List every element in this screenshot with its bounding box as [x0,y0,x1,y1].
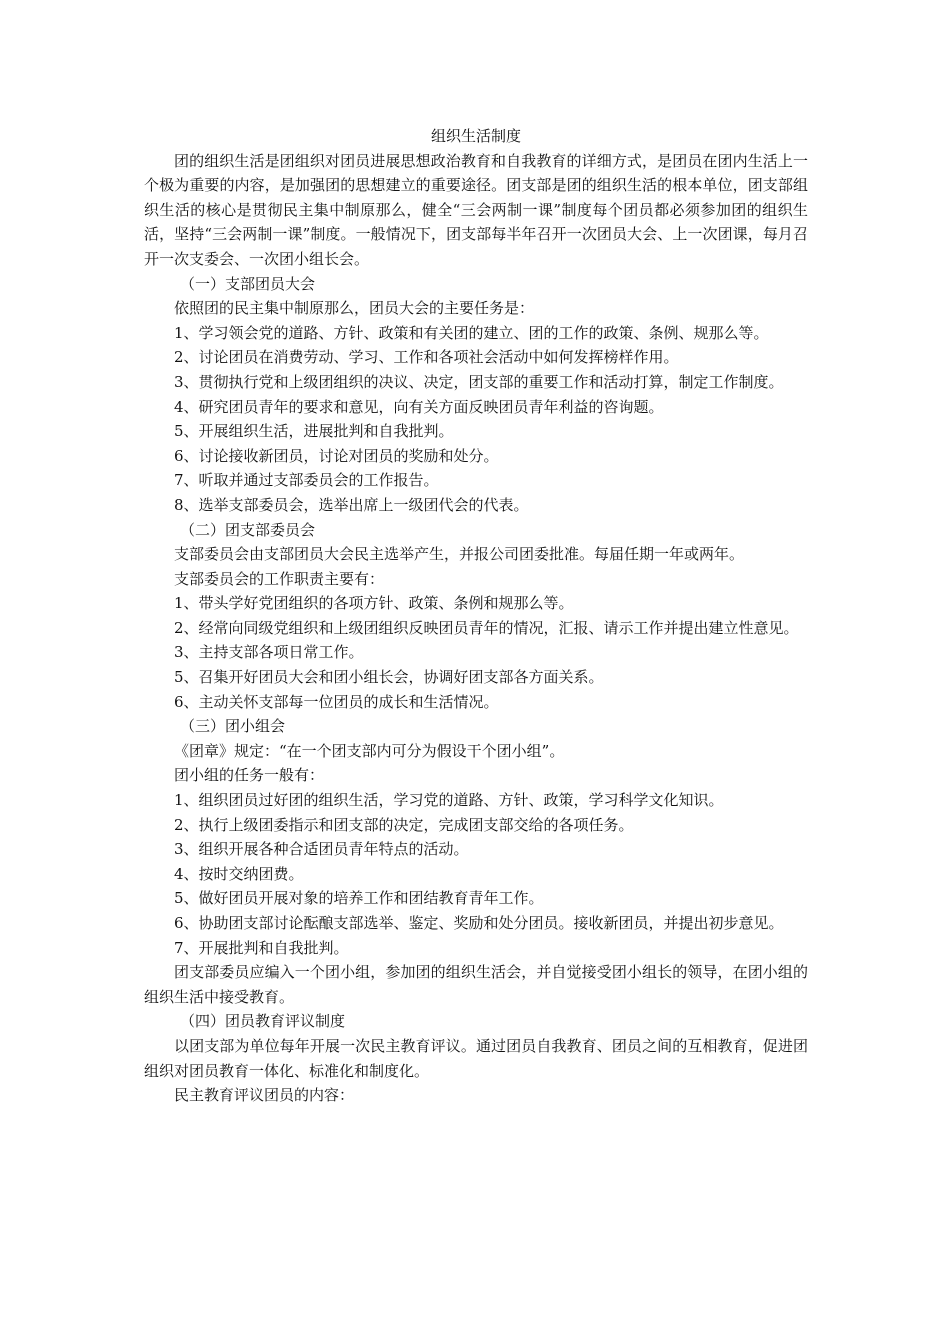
paragraph: 1、学习领会党的道路、方针、政策和有关团的建立、团的工作的政策、条例、规那么等。 [174,323,769,342]
paragraph: 3、主持支部各项日常工作。 [174,643,364,662]
paragraph: 支部委员会的工作职责主要有： [174,569,385,588]
paragraph: 3、组织开展各种合适团员青年特点的活动。 [174,840,469,859]
section-heading: （二）团支部委员会 [180,520,316,539]
paragraph: 1、组织团员过好团的组织生活，学习党的道路、方针、政策，学习科学文化知识。 [174,791,724,810]
paragraph: 以团支部为单位每年开展一次民主教育评议。通过团员自我教育、团员之间的互相教育，促进团组织对团员教育一体化、标准化和制度化。 [144,1036,808,1080]
paragraph: 6、讨论接收新团员，讨论对团员的奖励和处分。 [174,446,499,465]
section-heading: （三）团小组会 [180,717,286,736]
document-body [144,124,808,1108]
paragraph: 7、开展批判和自我批判。 [174,938,349,957]
paragraph: 5、召集开好团员大会和团小组长会，协调好团支部各方面关系。 [174,668,604,687]
paragraph: 团的组织生活是团组织对团员进展思想政治教育和自我教育的详细方式，是团员在团内生活上一个极为重要的内容，是加强团的思想建立的重要途径。团支部是团的组织生活的根本单位，团支部组织生活的核心是贯彻民主集中制原那么，健全“三会两制一课”制度每个团员都必须参加团的组织生活，坚持“三会两制一课”制度。一般情况下，团支部每半年召开一次团员大会、上一次团课，每月召开一次支委会、一次团小组长会。 [144,151,808,268]
paragraph: 依照团的民主集中制原那么，团员大会的主要任务是： [174,299,535,318]
paragraph: 2、执行上级团委指示和团支部的决定，完成团支部交给的各项任务。 [174,815,634,834]
paragraph: 团小组的任务一般有： [174,766,325,785]
paragraph: 4、研究团员青年的要求和意见，向有关方面反映团员青年利益的咨询题。 [174,397,664,416]
paragraph: 3、贯彻执行党和上级团组织的决议、决定，团支部的重要工作和活动打算，制定工作制度。 [174,372,784,391]
section-heading: （一）支部团员大会 [180,274,316,293]
paragraph: 4、按时交纳团费。 [174,864,304,883]
paragraph: 5、开展组织生活，进展批判和自我批判。 [174,422,454,441]
paragraph: 6、协助团支部讨论酝酿支部选举、鉴定、奖励和处分团员。接收新团员，并提出初步意见。 [174,914,784,932]
document-title: 组织生活制度 [430,127,521,145]
paragraph: 5、做好团员开展对象的培养工作和团结教育青年工作。 [174,889,544,908]
paragraph: 6、主动关怀支部每一位团员的成长和生活情况。 [174,692,499,711]
paragraph: 《团章》规定：“在一个团支部内可分为假设干个团小组”。 [174,741,565,760]
paragraph: 支部委员会由支部团员大会民主选举产生，并报公司团委批准。每届任期一年或两年。 [174,545,745,564]
paragraph: 2、经常向同级党组织和上级团组织反映团员青年的情况，汇报、请示工作并提出建立性意见。 [174,618,799,637]
paragraph: 2、讨论团员在消费劳动、学习、工作和各项社会活动中如何发挥榜样作用。 [174,348,679,367]
paragraph: 8、选举支部委员会，选举出席上一级团代会的代表。 [174,495,529,514]
paragraph: 团支部委员应编入一个团小组，参加团的组织生活会，并自觉接受团小组长的领导，在团小组的组织生活中接受教育。 [144,963,808,1006]
paragraph: 民主教育评议团员的内容： [174,1086,355,1105]
paragraph: 7、听取并通过支部委员会的工作报告。 [174,471,439,490]
section-heading: （四）团员教育评议制度 [180,1012,346,1031]
paragraph: 1、带头学好党团组织的各项方针、政策、条例和规那么等。 [174,594,574,613]
